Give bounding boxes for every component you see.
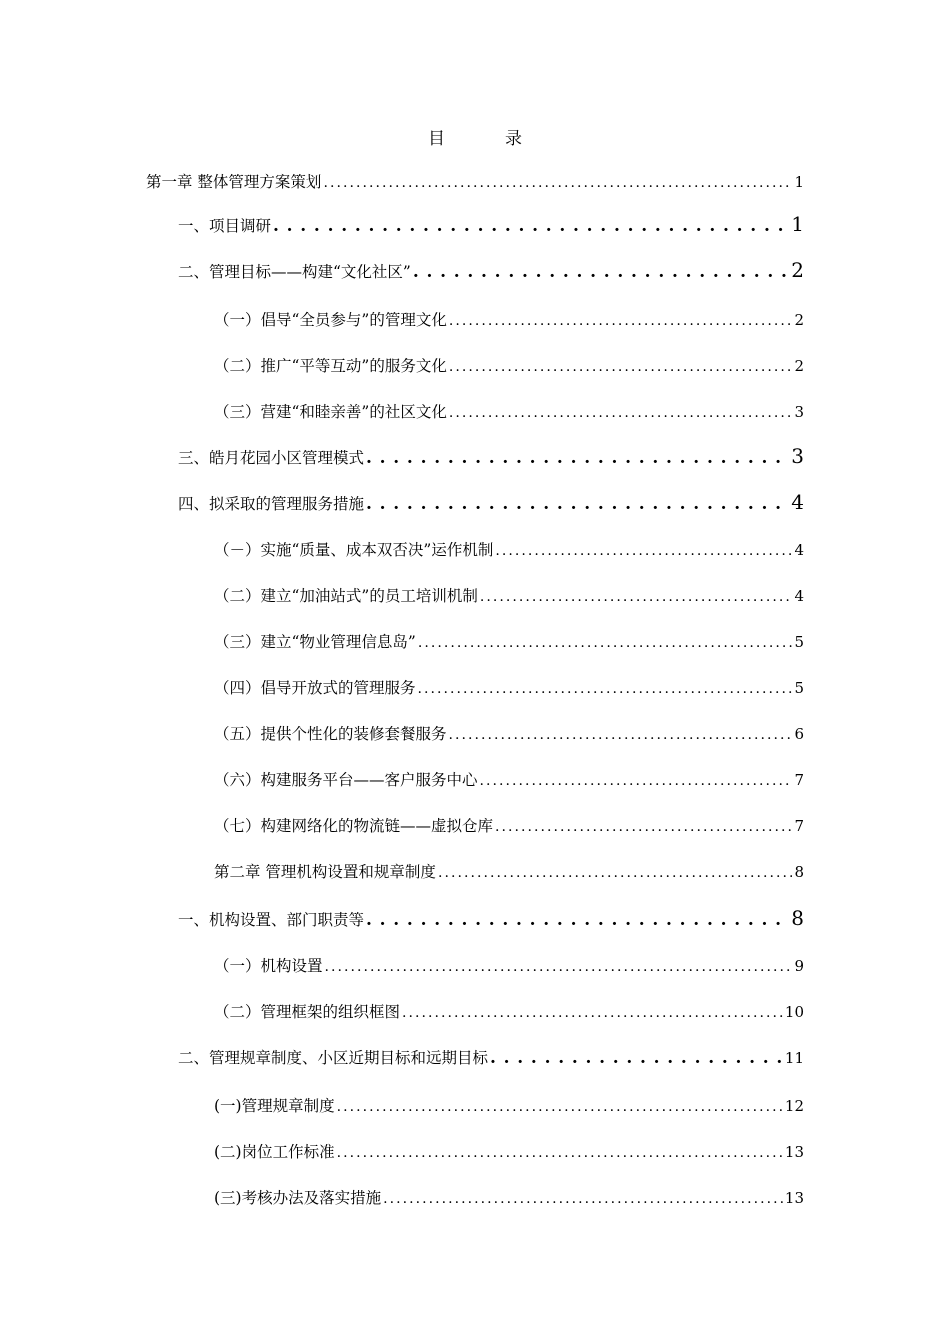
toc-entry-text: （二）管理框架的组织框图	[214, 1003, 401, 1021]
toc-entry-page: 11	[784, 1049, 804, 1067]
toc-leader-dots	[337, 1145, 783, 1161]
toc-entry-page: 8	[794, 863, 804, 881]
toc-entry-text: 二、管理目标——构建“文化社区”	[178, 263, 411, 281]
toc-entry[interactable]	[214, 1094, 804, 1120]
toc-leader-dots	[418, 681, 793, 697]
toc-entry[interactable]	[214, 768, 804, 794]
toc-entry-page: 10	[784, 1003, 804, 1021]
toc-entry[interactable]	[214, 400, 804, 426]
toc-leader-dots	[273, 216, 789, 236]
toc-entry-text: （六）构建服务平台——客户服务中心	[214, 771, 478, 789]
toc-entry-text: （三）建立“物业管理信息岛”	[214, 633, 416, 651]
toc-entry[interactable]	[178, 444, 804, 470]
toc-entry[interactable]	[214, 954, 804, 980]
toc-entry-page: 7	[794, 771, 804, 789]
toc-entry[interactable]	[214, 538, 804, 564]
toc-entry-text: 一、机构设置、部门职责等	[178, 911, 365, 929]
toc-leader-dots	[480, 589, 793, 605]
toc-entry-text: (三)考核办法及落实措施	[214, 1189, 382, 1207]
toc-leader-dots	[413, 262, 789, 282]
toc-leader-dots	[366, 494, 789, 514]
toc-entry-text: （三）营建“和睦亲善”的社区文化	[214, 403, 447, 421]
toc-entry-text: (一)管理规章制度	[214, 1097, 335, 1115]
toc-leader-dots	[449, 359, 793, 375]
toc-leader-dots	[418, 635, 793, 651]
toc-entry-page: 3	[791, 444, 804, 468]
toc-entry[interactable]	[178, 490, 804, 516]
toc-leader-dots	[449, 727, 793, 743]
toc-leader-dots	[449, 313, 793, 329]
toc-title-left: 目	[428, 129, 445, 149]
toc-entry[interactable]	[214, 1000, 804, 1026]
toc-entry-page: 5	[794, 633, 804, 651]
toc-entry[interactable]	[146, 170, 804, 196]
toc-entry-page: 13	[784, 1143, 804, 1161]
toc-entry-text: （二）建立“加油站式”的员工培训机制	[214, 587, 478, 605]
toc-entry-text: 第二章 管理机构设置和规章制度	[214, 863, 436, 881]
toc-entry-page: 4	[791, 490, 804, 514]
toc-entry-page: 2	[794, 311, 804, 329]
toc-entry-text: （二）推广“平等互动”的服务文化	[214, 357, 447, 375]
toc-entry-page: 7	[794, 817, 804, 835]
toc-entry-text: （－）实施“质量、成本双否决”运作机制	[214, 541, 494, 559]
toc-entry[interactable]	[178, 1046, 804, 1072]
toc-entry-text: 二、管理规章制度、小区近期目标和远期目标	[178, 1049, 489, 1067]
toc-leader-dots	[495, 819, 792, 835]
toc-entry[interactable]	[214, 722, 804, 748]
toc-leader-dots	[366, 910, 789, 930]
toc-entry[interactable]	[214, 308, 804, 334]
toc-title	[0, 124, 950, 149]
toc-entry[interactable]	[214, 354, 804, 380]
toc-entry[interactable]	[178, 906, 804, 932]
toc-leader-dots	[449, 405, 793, 421]
toc-leader-dots	[325, 959, 793, 975]
toc-title-right: 录	[505, 129, 522, 149]
toc-entry[interactable]	[178, 258, 804, 284]
toc-entry-text: （四）倡导开放式的管理服务	[214, 679, 416, 697]
toc-leader-dots	[337, 1099, 783, 1115]
toc-entry-text: 一、项目调研	[178, 217, 272, 235]
toc-entry[interactable]	[214, 814, 804, 840]
toc-entry[interactable]	[214, 676, 804, 702]
toc-leader-dots	[480, 773, 793, 789]
toc-entry-page: 6	[794, 725, 804, 743]
toc-entry-page: 1	[791, 212, 804, 236]
toc-entry[interactable]	[214, 1140, 804, 1166]
toc-entry-page: 9	[794, 957, 804, 975]
toc-entry-text: （七）构建网络化的物流链——虚拟仓库	[214, 817, 494, 835]
toc-leader-dots	[402, 1005, 783, 1021]
toc-entry-page: 4	[794, 587, 804, 605]
toc-entry-text: 三、皓月花园小区管理模式	[178, 449, 365, 467]
toc-entry-text: 第一章 整体管理方案策划	[146, 173, 322, 191]
toc-entry[interactable]	[214, 630, 804, 656]
toc-entry[interactable]	[214, 860, 804, 886]
toc-entry[interactable]	[178, 212, 804, 238]
toc-entry-text: 四、拟采取的管理服务措施	[178, 495, 365, 513]
toc-leader-dots	[323, 175, 792, 191]
toc-leader-dots	[383, 1191, 783, 1207]
toc-entry[interactable]	[214, 1186, 804, 1212]
toc-entry-text: （五）提供个性化的装修套餐服务	[214, 725, 447, 743]
toc-entry-text: (二)岗位工作标准	[214, 1143, 335, 1161]
toc-entry-text: （一）倡导“全员参与”的管理文化	[214, 311, 447, 329]
toc-entry[interactable]	[214, 584, 804, 610]
toc-leader-dots	[490, 1048, 783, 1068]
toc-entry-page: 13	[784, 1189, 804, 1207]
toc-entry-page: 12	[784, 1097, 804, 1115]
toc-leader-dots	[438, 865, 793, 881]
toc-entry-page: 3	[794, 403, 804, 421]
toc-entry-page: 1	[794, 173, 804, 191]
toc-entry-page: 5	[794, 679, 804, 697]
toc-entry-page: 8	[791, 906, 804, 930]
toc-entry-text: （一）机构设置	[214, 957, 323, 975]
toc-entry-page: 2	[791, 258, 804, 282]
toc-entry-page: 4	[794, 541, 804, 559]
toc-leader-dots	[495, 543, 792, 559]
toc-entry-page: 2	[794, 357, 804, 375]
toc-leader-dots	[366, 448, 789, 468]
